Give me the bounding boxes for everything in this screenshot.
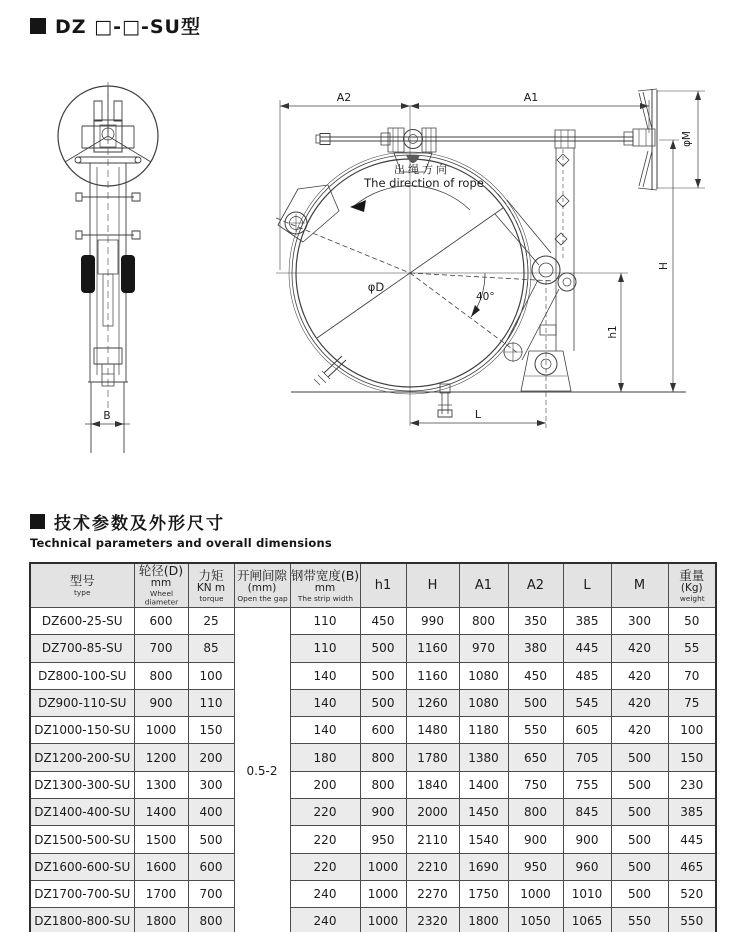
- value-cell: 2000: [406, 799, 459, 826]
- model-cell: DZ800-100-SU: [30, 662, 134, 689]
- column-header: A2: [508, 563, 563, 608]
- value-cell: 500: [611, 853, 668, 880]
- model-cell: DZ1200-200-SU: [30, 744, 134, 771]
- value-cell: 55: [668, 635, 716, 662]
- value-cell: 750: [508, 771, 563, 798]
- value-cell: 420: [611, 717, 668, 744]
- model-title-text: DZ □-□-SU型: [55, 16, 201, 38]
- value-cell: 1400: [134, 799, 188, 826]
- value-cell: 1180: [459, 717, 508, 744]
- model-cell: DZ1300-300-SU: [30, 771, 134, 798]
- value-cell: 25: [188, 608, 234, 635]
- value-cell: 2320: [406, 908, 459, 932]
- value-cell: 970: [459, 635, 508, 662]
- table-row: [30, 908, 716, 932]
- value-cell: 140: [290, 717, 360, 744]
- parameters-table: [29, 562, 717, 932]
- value-cell: 1750: [459, 880, 508, 907]
- value-cell: 550: [611, 908, 668, 932]
- value-cell: 1690: [459, 853, 508, 880]
- column-header: L: [563, 563, 611, 608]
- value-cell: 150: [668, 744, 716, 771]
- value-cell: 450: [360, 608, 406, 635]
- dim-h-label: H: [658, 262, 670, 270]
- column-header: 开闸间隙 (mm) Open the gap: [234, 563, 290, 608]
- tie-rod: [316, 133, 633, 145]
- value-cell: 900: [360, 799, 406, 826]
- value-cell: 500: [611, 744, 668, 771]
- value-cell: 230: [668, 771, 716, 798]
- table-row: [30, 744, 716, 771]
- value-cell: 140: [290, 662, 360, 689]
- value-cell: 1050: [508, 908, 563, 932]
- value-cell: 1260: [406, 689, 459, 716]
- value-cell: 500: [360, 662, 406, 689]
- value-cell: 500: [611, 880, 668, 907]
- column-header: 重量 (Kg) weight: [668, 563, 716, 608]
- value-cell: 140: [290, 689, 360, 716]
- dimension-l: [410, 408, 546, 426]
- model-cell: DZ1700-700-SU: [30, 880, 134, 907]
- band-tension-bolt: [314, 356, 346, 385]
- value-cell: 220: [290, 799, 360, 826]
- value-cell: 900: [563, 826, 611, 853]
- value-cell: 200: [188, 744, 234, 771]
- value-cell: 800: [508, 799, 563, 826]
- dim-a2-label: A2: [336, 91, 352, 104]
- value-cell: 1380: [459, 744, 508, 771]
- value-cell: 1065: [563, 908, 611, 932]
- column-header: 钢带宽度(B) mm The strip width: [290, 563, 360, 608]
- value-cell: 300: [611, 608, 668, 635]
- value-cell: 2270: [406, 880, 459, 907]
- value-cell: 150: [188, 717, 234, 744]
- table-row: [30, 771, 716, 798]
- value-cell: 100: [188, 662, 234, 689]
- value-cell: 110: [290, 608, 360, 635]
- value-cell: 800: [459, 608, 508, 635]
- value-cell: 70: [668, 662, 716, 689]
- section-heading: [30, 509, 225, 534]
- value-cell: 200: [290, 771, 360, 798]
- value-cell: 420: [611, 689, 668, 716]
- value-cell: 700: [188, 880, 234, 907]
- dim-phi-m-label: φM: [681, 131, 693, 147]
- dimension-phi-m: [657, 91, 705, 188]
- black-square-bullet-icon: [30, 18, 46, 34]
- value-cell: 960: [563, 853, 611, 880]
- value-cell: 1000: [134, 717, 188, 744]
- column-header: 轮径(D) mm Wheel diameter: [134, 563, 188, 608]
- value-cell: 600: [134, 608, 188, 635]
- value-cell: 900: [134, 689, 188, 716]
- value-cell: 1000: [360, 908, 406, 932]
- rope-direction-en: The direction of rope: [364, 176, 484, 190]
- value-cell: 220: [290, 853, 360, 880]
- value-cell: 350: [508, 608, 563, 635]
- table-row: [30, 717, 716, 744]
- table-row: [30, 826, 716, 853]
- value-cell: 950: [360, 826, 406, 853]
- value-cell: 50: [668, 608, 716, 635]
- value-cell: 800: [360, 744, 406, 771]
- dim-b-label: B: [103, 410, 111, 422]
- value-cell: 240: [290, 880, 360, 907]
- value-cell: 240: [290, 908, 360, 932]
- lever-strap-assembly: [495, 130, 576, 362]
- value-cell: 450: [508, 662, 563, 689]
- value-cell: 385: [668, 799, 716, 826]
- value-cell: 100: [668, 717, 716, 744]
- value-cell: 2210: [406, 853, 459, 880]
- table-row: [30, 635, 716, 662]
- value-cell: 990: [406, 608, 459, 635]
- value-cell: 550: [508, 717, 563, 744]
- table-row: [30, 689, 716, 716]
- angle-label: 40°: [476, 291, 495, 303]
- value-cell: 500: [508, 689, 563, 716]
- value-cell: 180: [290, 744, 360, 771]
- column-header: A1: [459, 563, 508, 608]
- value-cell: 600: [360, 717, 406, 744]
- value-cell: 110: [188, 689, 234, 716]
- value-cell: 1000: [508, 880, 563, 907]
- value-cell: 755: [563, 771, 611, 798]
- value-cell: 1450: [459, 799, 508, 826]
- section-title-cn: 技术参数及外形尺寸: [54, 514, 225, 534]
- parameters-table-header-row: [30, 563, 716, 608]
- gap-merged-cell: 0.5-2: [234, 608, 290, 932]
- value-cell: 800: [188, 908, 234, 932]
- value-cell: 85: [188, 635, 234, 662]
- value-cell: 1480: [406, 717, 459, 744]
- value-cell: 800: [360, 771, 406, 798]
- value-cell: 400: [188, 799, 234, 826]
- value-cell: 650: [508, 744, 563, 771]
- model-cell: DZ1000-150-SU: [30, 717, 134, 744]
- value-cell: 1000: [360, 880, 406, 907]
- value-cell: 545: [563, 689, 611, 716]
- value-cell: 1400: [459, 771, 508, 798]
- value-cell: 500: [188, 826, 234, 853]
- value-cell: 420: [611, 662, 668, 689]
- rope-direction-cn: 出绳方向: [394, 163, 450, 176]
- side-handwheel: [58, 82, 158, 408]
- column-header: h1: [360, 563, 406, 608]
- dimension-h1: [607, 273, 624, 392]
- table-row: [30, 853, 716, 880]
- dim-h1-label: h1: [607, 325, 619, 339]
- value-cell: 1540: [459, 826, 508, 853]
- model-cell: DZ1400-400-SU: [30, 799, 134, 826]
- value-cell: 1700: [134, 880, 188, 907]
- value-cell: 300: [188, 771, 234, 798]
- table-row: [30, 662, 716, 689]
- value-cell: 465: [668, 853, 716, 880]
- value-cell: 900: [508, 826, 563, 853]
- model-cell: DZ700-85-SU: [30, 635, 134, 662]
- value-cell: 1840: [406, 771, 459, 798]
- value-cell: 1200: [134, 744, 188, 771]
- value-cell: 1160: [406, 635, 459, 662]
- value-cell: 1300: [134, 771, 188, 798]
- value-cell: 500: [360, 635, 406, 662]
- value-cell: 380: [508, 635, 563, 662]
- angle-40-annotation: [471, 273, 495, 317]
- model-cell: DZ600-25-SU: [30, 608, 134, 635]
- value-cell: 2110: [406, 826, 459, 853]
- value-cell: 600: [188, 853, 234, 880]
- dimension-h: [658, 140, 679, 392]
- column-header: 型号 type: [30, 563, 134, 608]
- front-view-drawing: [276, 73, 728, 471]
- base-pedestal: [521, 280, 571, 428]
- value-cell: 500: [611, 826, 668, 853]
- dim-l-label: L: [474, 408, 482, 421]
- value-cell: 605: [563, 717, 611, 744]
- black-square-bullet-icon: [30, 514, 45, 529]
- rope-direction-annotation: [350, 162, 484, 212]
- dimension-b: [85, 410, 130, 427]
- model-cell: DZ900-110-SU: [30, 689, 134, 716]
- table-row: [30, 799, 716, 826]
- value-cell: 1160: [406, 662, 459, 689]
- value-cell: 1080: [459, 662, 508, 689]
- dim-a1-label: A1: [523, 91, 539, 104]
- value-cell: 1800: [459, 908, 508, 932]
- value-cell: 1500: [134, 826, 188, 853]
- column-header: H: [406, 563, 459, 608]
- value-cell: 845: [563, 799, 611, 826]
- value-cell: 385: [563, 608, 611, 635]
- table-row: [30, 880, 716, 907]
- model-cell: DZ1800-800-SU: [30, 908, 134, 932]
- column-header: 力矩 KN m torque: [188, 563, 234, 608]
- value-cell: 500: [360, 689, 406, 716]
- value-cell: 700: [134, 635, 188, 662]
- side-view-drawing: [38, 70, 223, 458]
- value-cell: 445: [563, 635, 611, 662]
- rope-arrowhead-icon: [350, 200, 366, 212]
- table-row: [30, 608, 716, 635]
- side-lower-bracket: [88, 348, 128, 453]
- value-cell: 520: [668, 880, 716, 907]
- value-cell: 500: [611, 799, 668, 826]
- model-cell: DZ1500-500-SU: [30, 826, 134, 853]
- section-title-en: Technical parameters and overall dimensions: [30, 536, 332, 550]
- value-cell: 220: [290, 826, 360, 853]
- value-cell: 1780: [406, 744, 459, 771]
- value-cell: 110: [290, 635, 360, 662]
- value-cell: 1800: [134, 908, 188, 932]
- value-cell: 1080: [459, 689, 508, 716]
- value-cell: 420: [611, 635, 668, 662]
- value-cell: 485: [563, 662, 611, 689]
- value-cell: 445: [668, 826, 716, 853]
- value-cell: 75: [668, 689, 716, 716]
- value-cell: 1600: [134, 853, 188, 880]
- value-cell: 800: [134, 662, 188, 689]
- value-cell: 950: [508, 853, 563, 880]
- column-header: M: [611, 563, 668, 608]
- value-cell: 1010: [563, 880, 611, 907]
- parameters-table-body: [30, 608, 716, 932]
- value-cell: 1000: [360, 853, 406, 880]
- value-cell: 550: [668, 908, 716, 932]
- value-cell: 705: [563, 744, 611, 771]
- page-title: [30, 12, 201, 39]
- model-cell: DZ1600-600-SU: [30, 853, 134, 880]
- dim-phi-d-label: φD: [367, 280, 385, 294]
- value-cell: 500: [611, 771, 668, 798]
